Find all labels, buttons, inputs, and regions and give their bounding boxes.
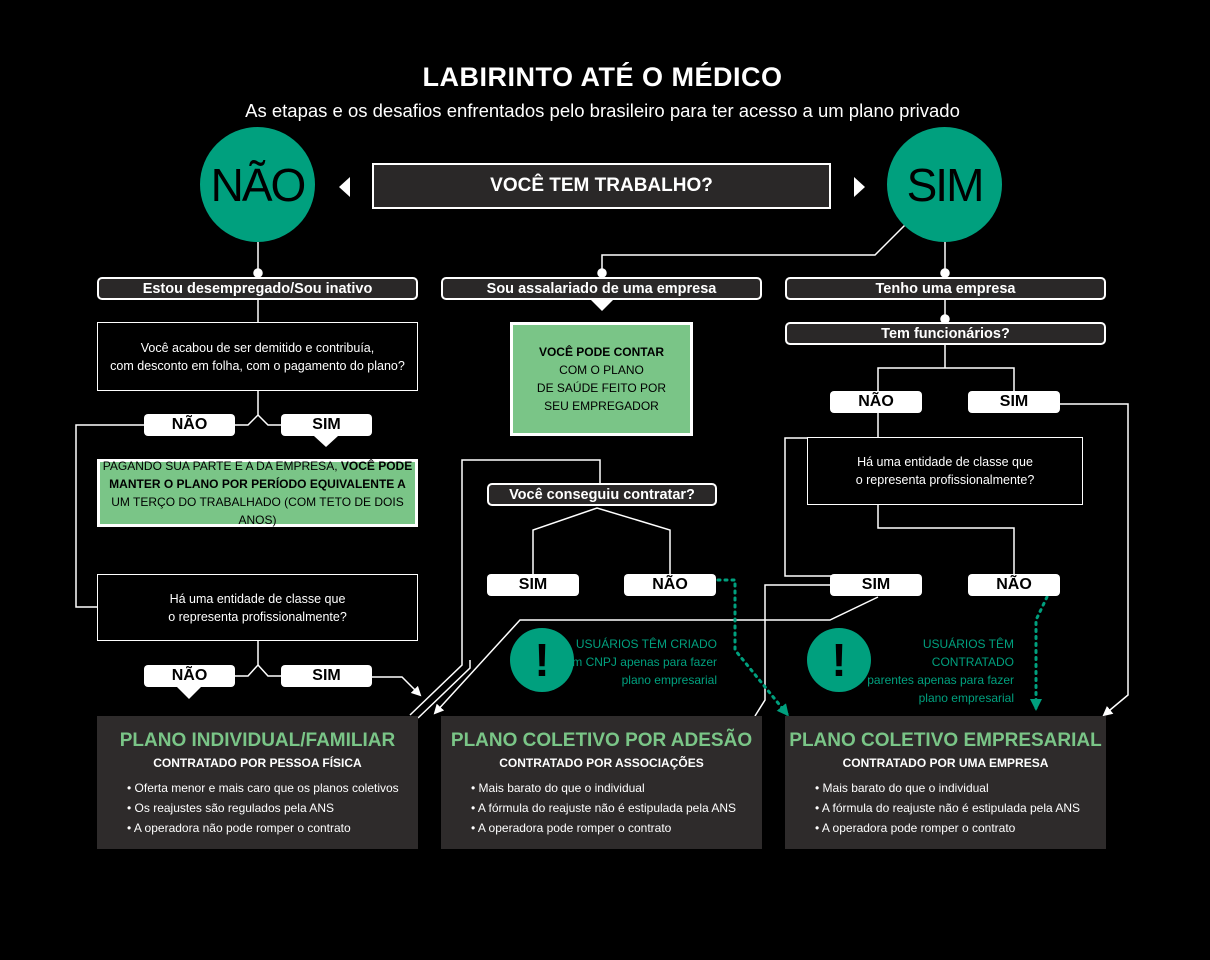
- branch-unemployed: [97, 277, 418, 300]
- class-entity-left-no-arrow-icon: [177, 687, 201, 699]
- hire-no-label: NÃO: [652, 576, 688, 593]
- plan-adhesion-subtitle: CONTRATADO POR ASSOCIAÇÕES: [499, 756, 704, 770]
- alert-cnpj-line3: plano empresarial: [621, 673, 717, 687]
- dismissed-no: [144, 414, 235, 436]
- class-entity-right-no-label: NÃO: [996, 576, 1032, 593]
- plan-bullet: • Os reajustes são regulados pela ANS: [127, 801, 334, 815]
- dismissed-no-label: NÃO: [171, 416, 208, 433]
- employer-plan-line3: DE SAÚDE FEITO POR: [536, 381, 667, 395]
- page-subtitle: As etapas e os desafios enfrentados pelo brasileiro para ter acesso a um plano privado: [245, 100, 960, 121]
- keep-plan-text-b: VOCÊ PODE: [340, 459, 413, 473]
- keep-plan-text-c: MANTER O PLANO POR PERÍODO EQUIVALENTE A: [109, 477, 406, 491]
- plan-bullet: • A fórmula do reajuste não é estipulada pela ANS: [815, 801, 1081, 815]
- class-entity-right-yes-label: SIM: [861, 576, 891, 593]
- employer-plan-result: [510, 322, 693, 436]
- plan-bullet: • A fórmula do reajuste não é estipulada pela ANS: [471, 801, 737, 815]
- employees-no-label: NÃO: [858, 393, 894, 410]
- class-entity-left-no-label: NÃO: [171, 667, 208, 684]
- hire-yes-label: SIM: [518, 576, 548, 593]
- employees-question: [785, 322, 1106, 345]
- class-entity-left-yes-label: SIM: [312, 667, 341, 684]
- dismissed-question-line2: com desconto em folha, com o pagamento do plano?: [110, 358, 405, 373]
- alert-relatives-note: [858, 635, 1014, 707]
- salaried-down-arrow-icon: [590, 299, 614, 311]
- branch-owner-label: Tenho uma empresa: [875, 280, 1016, 297]
- keep-plan-text-a: PAGANDO SUA PARTE E A DA EMPRESA,: [102, 459, 341, 473]
- plan-bullet: • A operadora não pode romper o contrato: [127, 821, 351, 835]
- dismissed-yes-label: SIM: [312, 416, 341, 433]
- alert-cnpj-line2: um CNPJ apenas para fazer: [565, 655, 717, 669]
- class-entity-left-line1: Há uma entidade de classe que: [169, 591, 346, 606]
- yes-circle-label: SIM: [906, 158, 983, 211]
- alert-relatives-line3: plano empresarial: [918, 691, 1014, 705]
- page-title: LABIRINTO ATÉ O MÉDICO: [422, 62, 783, 92]
- employer-plan-line1: VOCÊ PODE CONTAR: [538, 345, 665, 359]
- dismissed-yes-arrow-icon: [314, 436, 338, 447]
- hire-yes: [487, 574, 579, 596]
- alert-relatives-line2: parentes apenas para fazer: [867, 673, 1014, 687]
- employer-plan-line4: SEU EMPREGADOR: [544, 399, 659, 413]
- class-entity-left-no: [144, 665, 235, 687]
- plan-bullet: • Oferta menor e mais caro que os planos coletivos: [127, 781, 399, 795]
- dismissed-yes: [281, 414, 372, 436]
- dismissed-question-line1: Você acabou de ser demitido e contribuía,: [140, 340, 375, 355]
- plan-individual-card: [97, 716, 418, 849]
- keep-plan-result: [97, 459, 418, 527]
- plan-adhesion-title: PLANO COLETIVO POR ADESÃO: [450, 730, 753, 751]
- right-arrow-icon: [854, 177, 865, 197]
- class-entity-left-yes: [281, 665, 372, 687]
- plan-individual-bullets: [97, 778, 418, 838]
- alert-cnpj-line1: USUÁRIOS TÊM CRIADO: [575, 637, 717, 651]
- plan-adhesion-card: [441, 716, 762, 849]
- plan-business-title: PLANO COLETIVO EMPRESARIAL: [789, 730, 1102, 751]
- hire-question-label: Você conseguiu contratar?: [509, 486, 695, 503]
- plan-bullet: • Mais barato do que o individual: [471, 781, 645, 795]
- alert-exclamation-icon: !: [510, 628, 574, 692]
- class-entity-right-line1: Há uma entidade de classe que: [857, 455, 1033, 469]
- main-question: VOCÊ TEM TRABALHO?: [490, 175, 713, 196]
- employees-no: [830, 391, 922, 413]
- plan-bullet: • A operadora pode romper o contrato: [471, 821, 672, 835]
- plan-business-bullets: [785, 778, 1106, 838]
- employees-yes: [968, 391, 1060, 413]
- class-entity-right-line2: o representa profissionalmente?: [855, 473, 1035, 487]
- employer-plan-line2: COM O PLANO: [559, 363, 644, 377]
- no-circle: [200, 127, 315, 242]
- plan-adhesion-bullets: [441, 778, 762, 838]
- plan-business-subtitle: CONTRATADO POR UMA EMPRESA: [842, 756, 1049, 770]
- dismissed-question: [97, 322, 418, 391]
- class-entity-question-right: [807, 437, 1083, 505]
- plan-business-card: [785, 716, 1106, 849]
- branch-owner: [785, 277, 1106, 300]
- yes-circle: [887, 127, 1002, 242]
- alert-exclamation-icon-right: !: [807, 628, 871, 692]
- branch-salaried-label: Sou assalariado de uma empresa: [486, 280, 717, 297]
- left-arrow-icon: [339, 177, 350, 197]
- employees-yes-label: SIM: [999, 393, 1029, 410]
- class-entity-question-left: [97, 574, 418, 641]
- keep-plan-text-d: UM TERÇO DO TRABALHADO (COM TETO DE DOIS ANOS): [111, 495, 404, 527]
- branch-unemployed-label: Estou desempregado/Sou inativo: [142, 280, 373, 297]
- employees-question-label: Tem funcionários?: [881, 325, 1010, 342]
- class-entity-right-yes: [830, 574, 922, 596]
- branch-salaried: [441, 277, 762, 300]
- alert-relatives-line1: USUÁRIOS TÊM CONTRATADO: [922, 637, 1014, 669]
- plan-individual-title: PLANO INDIVIDUAL/FAMILIAR: [119, 730, 396, 751]
- alert-cnpj-note: [560, 635, 717, 689]
- plan-bullet: • Mais barato do que o individual: [815, 781, 989, 795]
- hire-question: [487, 483, 717, 506]
- hire-no: [624, 574, 716, 596]
- class-entity-right-no: [968, 574, 1060, 596]
- plan-individual-subtitle: CONTRATADO POR PESSOA FÍSICA: [153, 756, 362, 770]
- plan-bullet: • A operadora pode romper o contrato: [815, 821, 1016, 835]
- main-question-box: [372, 163, 831, 209]
- no-circle-label: NÃO: [210, 158, 305, 211]
- class-entity-left-line2: o representa profissionalmente?: [168, 609, 347, 624]
